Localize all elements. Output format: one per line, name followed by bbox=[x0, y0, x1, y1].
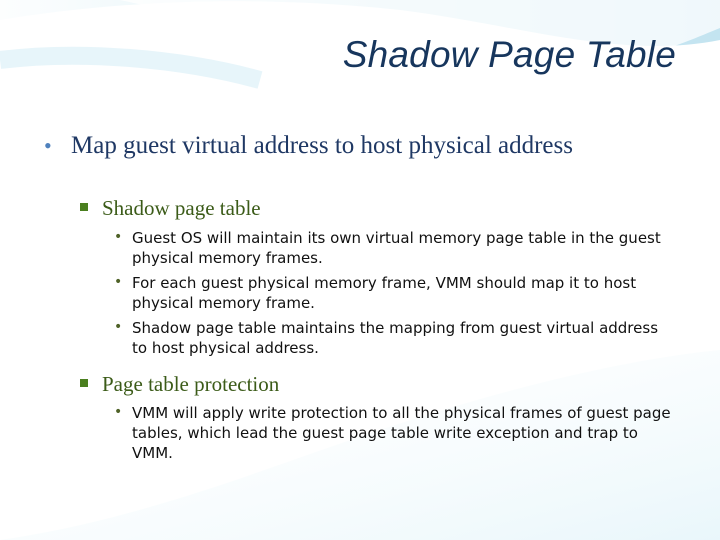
list-item-text: VMM will apply write protection to all the physical frames of guest page tables, which lead the guest page table write exception and trap to VMM. bbox=[132, 404, 671, 462]
list-item bbox=[114, 318, 674, 358]
slide-title: Shadow Page Table bbox=[342, 34, 676, 75]
section-heading-text: Page table protection bbox=[102, 372, 280, 396]
section-heading-shadow-page-table bbox=[80, 196, 261, 221]
level1-bullet bbox=[44, 131, 644, 160]
list-item-text: Guest OS will maintain its own virtual memory page table in the guest physical memory frames. bbox=[132, 229, 661, 267]
section-heading-page-table-protection bbox=[80, 372, 279, 397]
bullet-dot-icon: • bbox=[114, 229, 123, 245]
section-heading-text: Shadow page table bbox=[102, 196, 261, 220]
bullet-dot-icon: • bbox=[114, 404, 123, 420]
square-bullet-icon bbox=[80, 203, 88, 211]
list-item bbox=[114, 228, 674, 268]
bullet-dot-icon: • bbox=[114, 319, 123, 335]
bullet-dot-icon: • bbox=[114, 274, 123, 290]
square-bullet-icon bbox=[80, 379, 88, 387]
list-item-text: For each guest physical memory frame, VMM should map it to host physical memory frame. bbox=[132, 274, 637, 312]
list-item bbox=[114, 403, 674, 463]
page-table-protection-items bbox=[114, 403, 674, 468]
shadow-page-table-items bbox=[114, 228, 674, 363]
list-item-text: Shadow page table maintains the mapping from guest virtual address to host physical address. bbox=[132, 319, 659, 357]
list-item bbox=[114, 273, 674, 313]
bullet-dot-icon: • bbox=[44, 133, 52, 158]
level1-text: Map guest virtual address to host physical address bbox=[71, 132, 573, 159]
